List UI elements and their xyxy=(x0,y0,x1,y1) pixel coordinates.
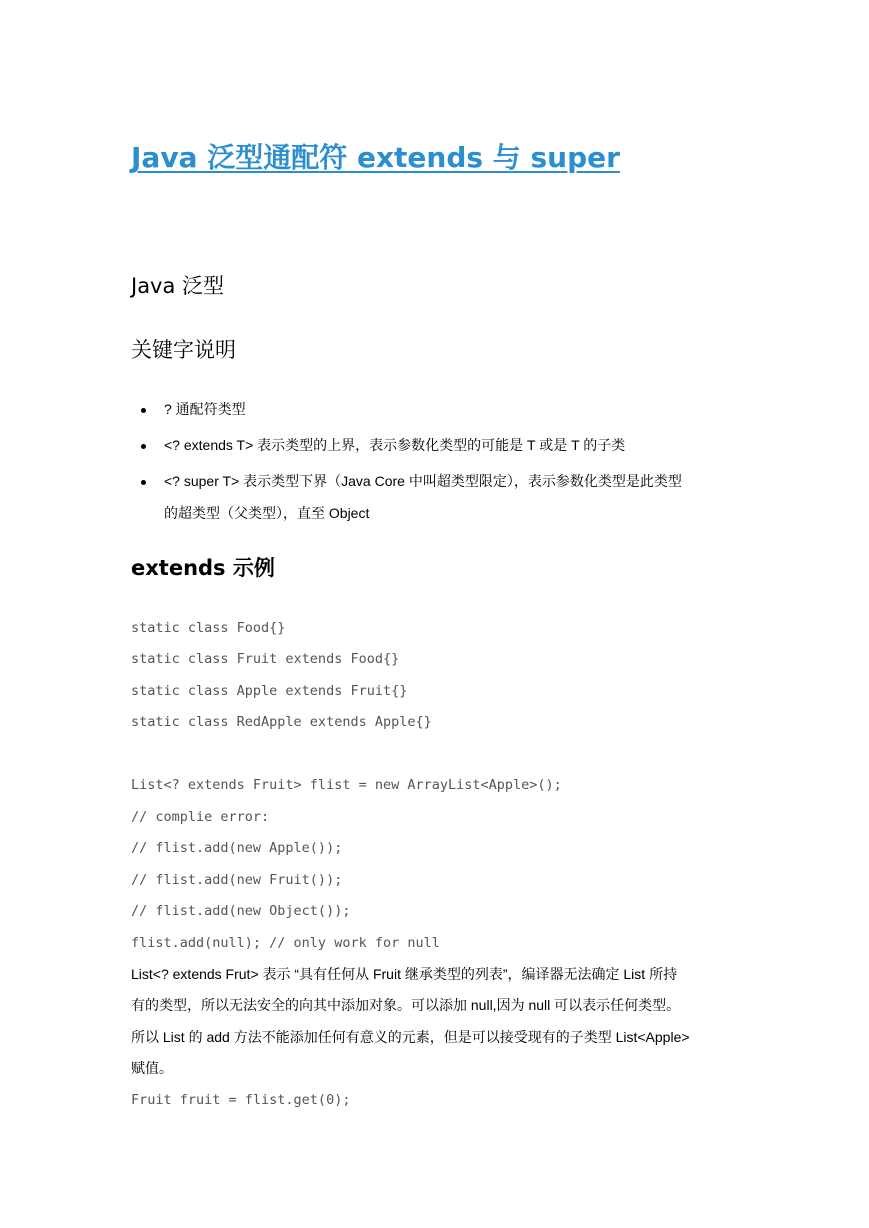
code-line: static class Food{} xyxy=(131,620,286,636)
code-line: Fruit fruit = flist.get(0); xyxy=(131,1092,351,1108)
paragraph-line: 赋值。 xyxy=(131,1060,173,1076)
page-title[interactable]: Java 泛型通配符 extends 与 super xyxy=(131,141,620,174)
code-line: // flist.add(new Object()); xyxy=(131,903,351,919)
bullet-item-continuation: 的超类型（父类型），直至 Object xyxy=(164,505,370,521)
code-line: // complie error: xyxy=(131,809,270,825)
bullet-marker xyxy=(141,480,146,485)
bullet-item: ? 通配符类型 xyxy=(164,401,246,417)
code-line: flist.add(null); // only work for null xyxy=(131,935,440,951)
paragraph-line: List<? extends Frut> 表示 “具有任何从 Fruit 继承类型的列表”，编译器无法确定 List 所持 xyxy=(131,966,678,982)
code-line: // flist.add(new Fruit()); xyxy=(131,872,343,888)
bullet-marker xyxy=(141,444,146,449)
paragraph-line: 有的类型，所以无法安全的向其中添加对象。可以添加 null,因为 null 可以表示任何类型。 xyxy=(131,997,681,1013)
section-heading-extends-example: extends 示例 xyxy=(131,556,275,580)
section-heading-keywords: 关键字说明 xyxy=(131,338,236,362)
code-line: List<? extends Fruit> flist = new ArrayList<Apple>(); xyxy=(131,777,562,793)
code-line: static class RedApple extends Apple{} xyxy=(131,714,432,730)
bullet-item: <? super T> 表示类型下界（Java Core 中叫超类型限定），表示参数化类型是此类型 xyxy=(164,473,682,489)
bullet-marker xyxy=(141,408,146,413)
code-line: static class Apple extends Fruit{} xyxy=(131,683,408,699)
code-line: // flist.add(new Apple()); xyxy=(131,840,343,856)
bullet-item: <? extends T> 表示类型的上界，表示参数化类型的可能是 T 或是 T 的子类 xyxy=(164,437,626,453)
code-line: static class Fruit extends Food{} xyxy=(131,651,400,667)
section-heading-java-generics: Java 泛型 xyxy=(131,274,225,298)
paragraph-line: 所以 List 的 add 方法不能添加任何有意义的元素，但是可以接受现有的子类型 List<Apple> xyxy=(131,1029,690,1045)
